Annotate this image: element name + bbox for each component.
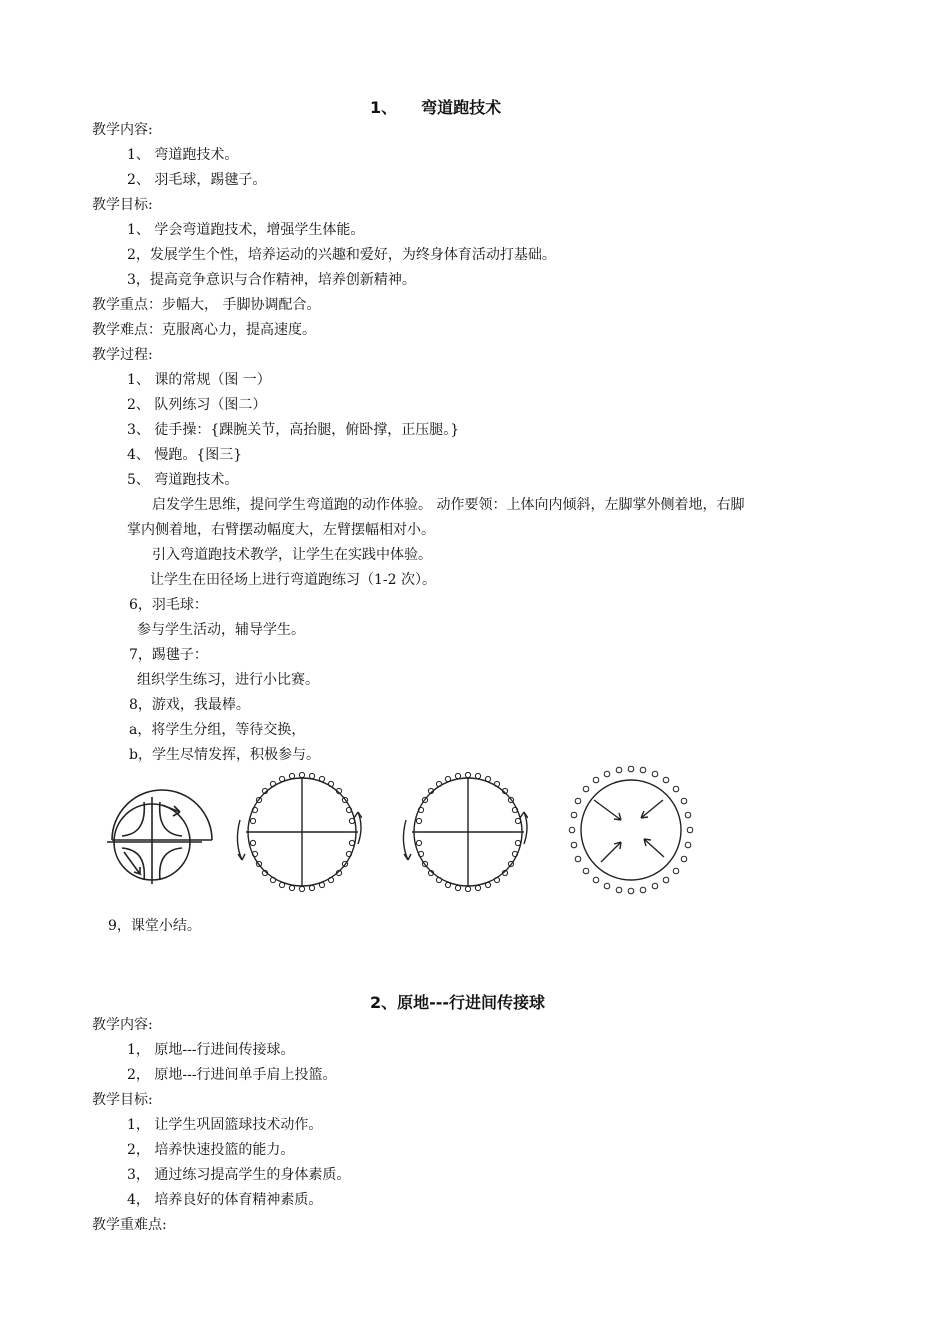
list-item: b，学生尽情发挥，积极参与。 — [129, 747, 320, 763]
list-item: 3、 徒手操：{踝腕关节，高抬腿，俯卧撑，正压腿。} — [127, 422, 460, 438]
list-item: 3， 通过练习提高学生的身体素质。 — [127, 1167, 351, 1183]
process-label: 教学过程: — [92, 347, 153, 363]
content-label: 教学内容: — [92, 1017, 153, 1033]
list-item: 4、 慢跑。{图三} — [127, 447, 243, 463]
diagram-figure-4 — [566, 765, 696, 895]
list-item: 8，游戏，我最棒。 — [129, 697, 250, 713]
paragraph: 组织学生练习，进行小比赛。 — [137, 672, 319, 688]
list-item: 2， 培养快速投篮的能力。 — [127, 1142, 295, 1158]
diagram-figure-3 — [398, 772, 528, 892]
list-item: 1、 弯道跑技术。 — [127, 147, 239, 163]
list-item: 1、 课的常规（图 一） — [127, 372, 271, 388]
paragraph: 参与学生活动，辅导学生。 — [137, 622, 305, 638]
list-item: 2， 原地---行进间单手肩上投篮。 — [127, 1067, 337, 1083]
content-label: 教学内容: — [92, 122, 153, 138]
list-item: 7，踢毽子： — [129, 647, 208, 663]
list-item: 1， 让学生巩固篮球技术动作。 — [127, 1117, 323, 1133]
section1-title: 1、 弯道跑技术 — [370, 98, 502, 117]
paragraph: 让学生在田径场上进行弯道跑练习（1-2 次）。 — [150, 572, 436, 588]
list-item: 2、 羽毛球，踢毽子。 — [127, 172, 267, 188]
list-item: 5、 弯道跑技术。 — [127, 472, 239, 488]
section2-title: 2、原地---行进间传接球 — [370, 993, 546, 1012]
key-difficulty-label: 教学重难点: — [92, 1217, 167, 1233]
paragraph: 掌内侧着地，右臂摆动幅度大，左臂摆幅相对小。 — [127, 522, 435, 538]
list-item: 3，提高竞争意识与合作精神，培养创新精神。 — [127, 272, 416, 288]
list-item: 2，发展学生个性，培养运动的兴趣和爱好，为终身体育活动打基础。 — [127, 247, 556, 263]
list-item: 6，羽毛球： — [129, 597, 208, 613]
list-item: a，将学生分组，等待交换， — [129, 722, 306, 738]
key-point: 教学重点：步幅大， 手脚协调配合。 — [92, 297, 321, 313]
list-item: 1， 原地---行进间传接球。 — [127, 1042, 295, 1058]
diagram-figure-1 — [102, 772, 222, 892]
difficulty: 教学难点：克服离心力，提高速度。 — [92, 322, 316, 338]
goal-label: 教学目标: — [92, 1092, 153, 1108]
diagram-figure-2 — [232, 772, 362, 892]
list-item: 1、 学会弯道跑技术，增强学生体能。 — [127, 222, 365, 238]
paragraph: 引入弯道跑技术教学，让学生在实践中体验。 — [152, 547, 432, 563]
paragraph: 启发学生思维，提问学生弯道跑的动作体验。 动作要领：上体向内倾斜，左脚掌外侧着地，右脚 — [152, 497, 745, 513]
list-item: 4， 培养良好的体育精神素质。 — [127, 1192, 323, 1208]
list-item: 9，课堂小结。 — [108, 918, 201, 934]
goal-label: 教学目标: — [92, 197, 153, 213]
list-item: 2、 队列练习（图二） — [127, 397, 267, 413]
